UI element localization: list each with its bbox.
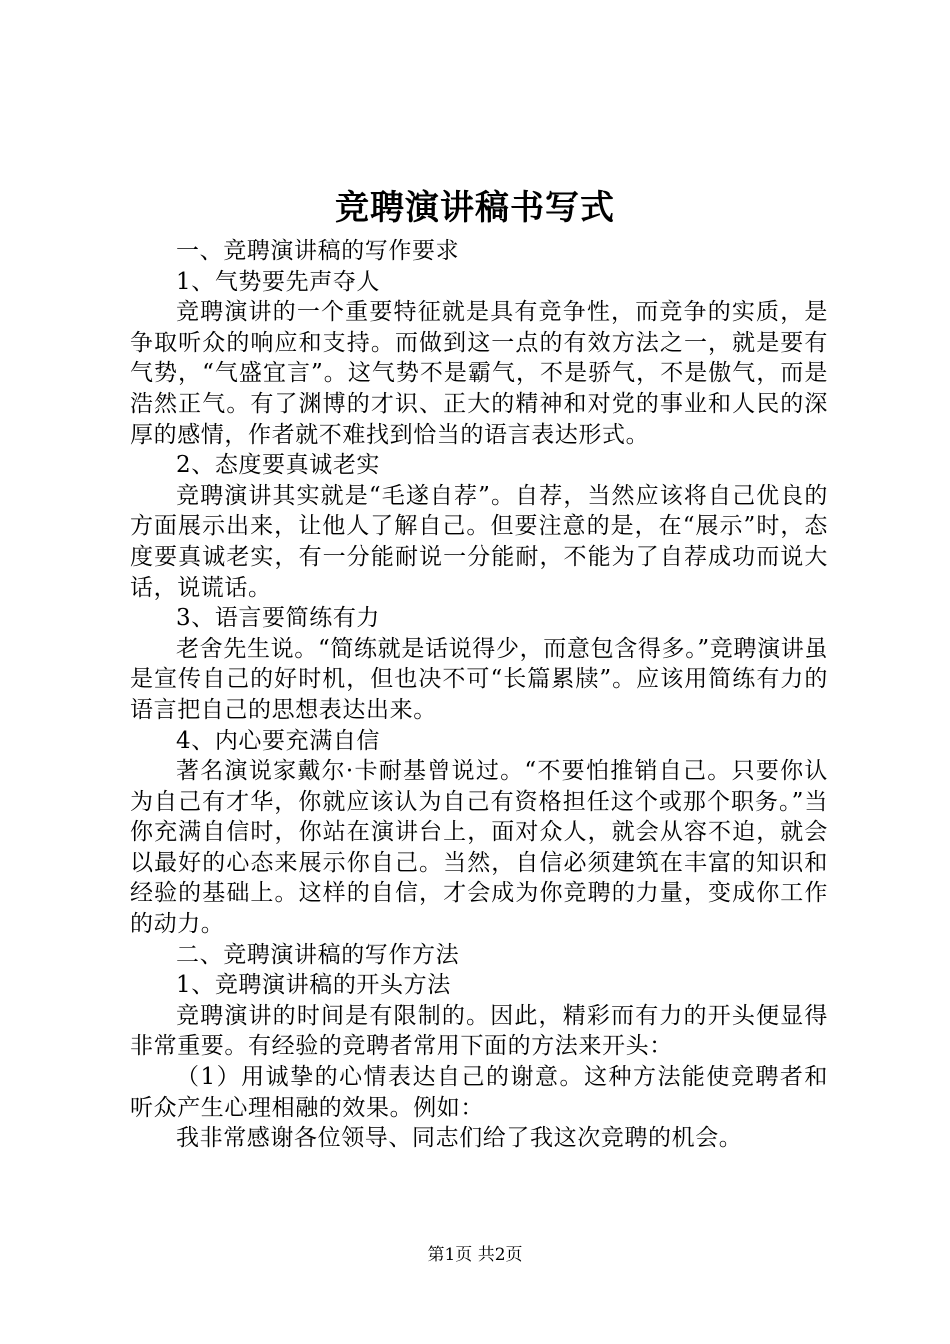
subsection-heading: 1、气势要先声夺人 xyxy=(176,268,381,295)
section-heading: 一、竞聘演讲稿的写作要求 xyxy=(176,238,460,264)
body-paragraph: 竞聘演讲其实就是“毛遂自荐”。自荐，当然应该将自己优良的方面展示出来，让他人了解自己。但要注意的是，在“展示”时，态度要真诚老实，有一分能耐说一分能耐，不能为了自荐成功而说大话，说谎话。 xyxy=(130,482,828,601)
document-body xyxy=(130,236,828,1154)
body-paragraph: （1）用诚挚的心情表达自己的谢意。这种方法能使竞聘者和听众产生心理相融的效果。例如： xyxy=(130,1064,828,1121)
body-paragraph: 著名演说家戴尔·卡耐基曾说过。“不要怕推销自己。只要你认为自己有才华，你就应该认为自己有资格担任这个或那个职务。”当你充满自信时，你站在演讲台上，面对众人，就会从容不迫，就会以最好的心态来展示你自己。当然，自信必须建筑在丰富的知识和经验的基础上。这样的自信，才会成为你竞聘的力量，变成你工作的动力。 xyxy=(130,758,828,938)
body-paragraph: 老舍先生说。“简练就是话说得少，而意包含得多。”竞聘演讲虽是宣传自己的好时机，但也决不可“长篇累牍”。应该用简练有力的语言把自己的思想表达出来。 xyxy=(130,635,828,723)
subsection-heading: 2、态度要真诚老实 xyxy=(176,452,381,479)
document-title: 竞聘演讲稿书写式 xyxy=(335,188,615,228)
subsection-heading: 1、竞聘演讲稿的开头方法 xyxy=(176,972,451,999)
subsection-heading: 4、内心要充满自信 xyxy=(176,727,381,754)
subsection-heading: 3、语言要简练有力 xyxy=(176,605,381,632)
body-paragraph: 我非常感谢各位领导、同志们给了我这次竞聘的机会。 xyxy=(176,1125,743,1152)
section-heading: 二、竞聘演讲稿的写作方法 xyxy=(176,941,460,968)
body-paragraph: 竞聘演讲的一个重要特征就是具有竞争性，而竞争的实质，是争取听众的响应和支持。而做到这一点的有效方法之一，就是要有气势，“气盛宜言”。这气势不是霸气，不是骄气，不是傲气，而是浩然正气。有了渊博的才识、正大的精神和对党的事业和人民的深厚的感情，作者就不难找到恰当的语言表达形式。 xyxy=(130,299,828,448)
page-footer: 第1页 共2页 xyxy=(427,1245,523,1265)
body-paragraph: 竞聘演讲的时间是有限制的。因此，精彩而有力的开头便显得非常重要。有经验的竞聘者常用下面的方法来开头： xyxy=(130,1002,828,1060)
